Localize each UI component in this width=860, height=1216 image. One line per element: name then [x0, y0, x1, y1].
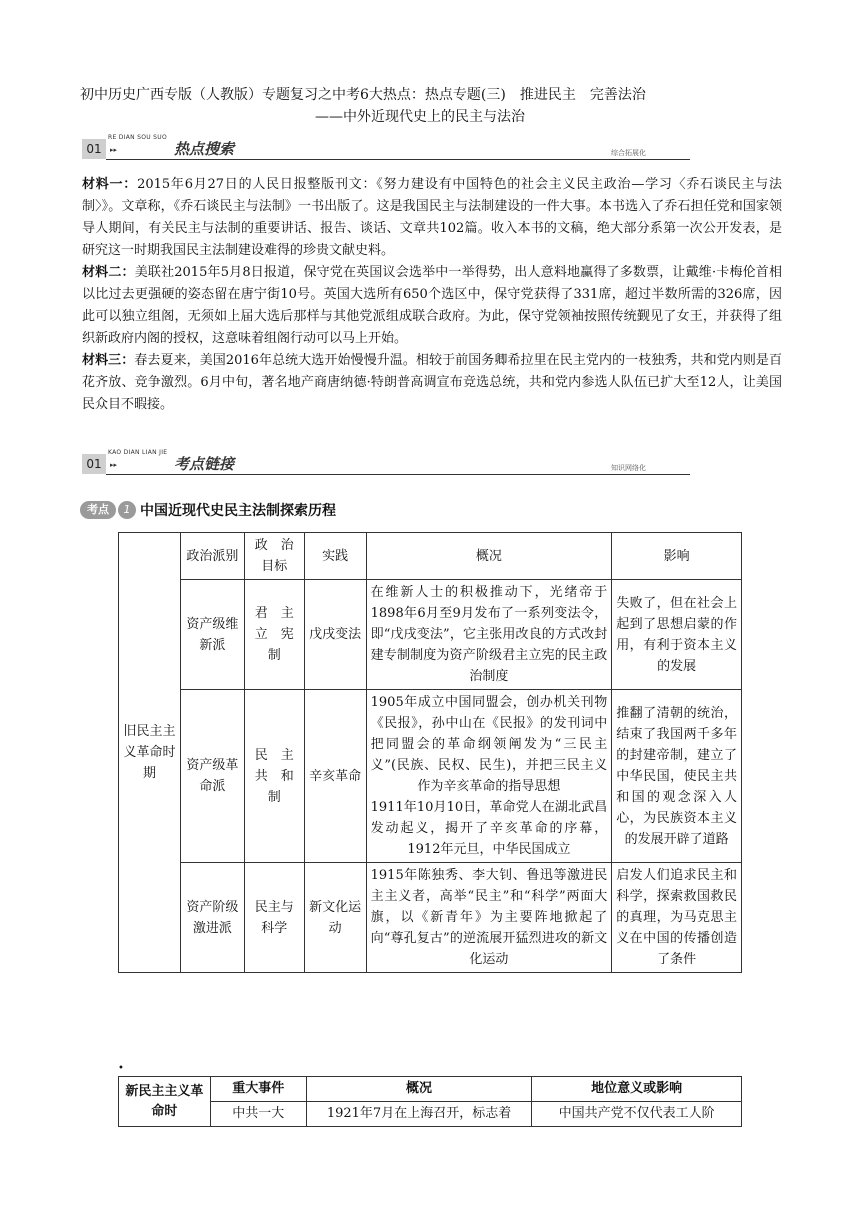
impact-cell: 推翻了清朝的统治，结束了我国两千多年的封建帝制，建立了中华民国，使民主共和国的观念深入人心，为民族资本主义的发展开辟了道路 [612, 690, 742, 863]
overview-cell: 在维新人士的积极推动下，光绪帝于1898年6月至9月发布了一系列变法令，即“戊戌变法”，它主张用改良的方式改封建专制制度为资产阶级君主立宪的民主政治制度 [366, 580, 612, 690]
material-text: 美联社2015年5月8日报道，保守党在英国议会选举中一举得势，出人意料地赢得了多数票，让戴维·卡梅伦首相以比过去更强硬的姿态留在唐宁街10号。英国大选所有650个选区中，保守党获得了331席，超过半数所需的326席，因此可以独立组阁，无须如上届大选后那样与其他党派组成联合政府。为此，保守党领袖按照传统觐见了女王，并获得了组织新政府内阁的授权，这意味着组阁行动可以马上开始。 [82, 265, 782, 346]
table-row [119, 690, 742, 863]
key-point-number: 1 [118, 501, 136, 519]
material-1 [82, 174, 782, 262]
materials-block [82, 174, 782, 416]
header-faction: 政治派别 [180, 533, 244, 580]
header-overview: 概况 [306, 1077, 532, 1102]
material-2 [82, 262, 782, 350]
event-cell: 中共一大 [210, 1102, 306, 1127]
section-banner-hot-search [82, 136, 690, 162]
double-arrow-icon: ▸▸ [110, 146, 118, 154]
section-name: 热点搜索 [174, 140, 235, 158]
table-row [119, 863, 742, 973]
double-arrow-icon: ▸▸ [110, 461, 118, 469]
section-number: 01 [82, 139, 106, 159]
practice-cell: 辛亥革命 [304, 690, 366, 863]
header-impact: 地位意义或影响 [532, 1077, 742, 1102]
title-line-1: 初中历史广西专版（人教版）专题复习之中考6大热点：热点专题(三) 推进民主 完善法治 [80, 87, 646, 103]
material-label: 材料一： [82, 177, 138, 192]
impact-cell: 启发人们追求民主和科学，探索救国救民的真理，为马克思主义在中国的传播创造了条件 [612, 863, 742, 973]
overview-paragraph: 1911年10月10日，革命党人在湖北武昌发动起义，揭开了辛亥革命的序幕，1912年元旦，中华民国成立 [370, 800, 608, 857]
table-header-row [119, 1077, 742, 1102]
table-row [119, 1102, 742, 1127]
overview-cell [366, 690, 612, 863]
impact-cell: 中国共产党不仅代表工人阶 [532, 1102, 742, 1127]
header-practice: 实践 [304, 533, 366, 580]
section-pinyin: RE DIAN SOU SUO [108, 134, 168, 141]
section-name: 考点链接 [174, 455, 235, 473]
overview-cell: 1915年陈独秀、李大钊、鲁迅等激进民主主义者，高举“民主”和“科学”两面大旗，以《新青年》为主要阵地掀起了向“尊孔复古”的逆流展开猛烈进攻的新文化运动 [366, 863, 612, 973]
goal-cell: 民 主共 和制 [244, 690, 304, 863]
period-cell: 新民主主义革命时 [119, 1077, 211, 1127]
faction-cell: 资产级革命派 [180, 690, 244, 863]
goal-cell: 民主与科学 [244, 863, 304, 973]
document-title [80, 84, 780, 128]
practice-cell: 戊戌变法 [304, 580, 366, 690]
overview-cell: 1921年7月在上海召开，标志着 [306, 1102, 532, 1127]
section-pinyin: KAO DIAN LIAN JIE [108, 449, 168, 456]
section-underline [106, 474, 690, 475]
header-goal: 政 治目标 [244, 533, 304, 580]
title-line-2: ——中外近现代史上的民主与法治 [315, 109, 525, 125]
practice-cell: 新文化运动 [304, 863, 366, 973]
overview-paragraph: 1905年成立中国同盟会，创办机关刊物《民报》，孙中山在《民报》的发刊词中把同盟会的革命纲领阐发为“三民主义”(民族、民权、民生)，并把三民主义作为辛亥革命的指导思想 [370, 695, 608, 794]
key-point-badge: 考点 [80, 501, 116, 519]
goal-cell: 君 主立 宪制 [244, 580, 304, 690]
section-banner-key-points [82, 451, 690, 477]
faction-cell: 资产级维新派 [180, 580, 244, 690]
period-cell: 旧民主主义革命时期 [119, 533, 181, 973]
table-header-row [119, 533, 742, 580]
impact-cell: 失败了，但在社会上起到了思想启蒙的作用，有利于资本主义的发展 [612, 580, 742, 690]
section-underline [106, 159, 690, 160]
header-overview: 概况 [366, 533, 612, 580]
new-democracy-table [118, 1076, 742, 1127]
material-label: 材料二： [82, 265, 135, 280]
section-subtitle: 综合拓展化 [611, 149, 646, 157]
material-text: 2015年6月27日的人民日报整版刊文：《努力建设有中国特色的社会主义民主政治—学习〈乔石谈民主与法制〉》。文章称，《乔石谈民主与法制》一书出版了。这是我国民主与法制建设的一件大事。本书选入了乔石担任党和国家领导人期间，有关民主与法制的重要讲话、报告、谈话、文章共102篇。收入本书的文稿，绝大部分系第一次公开发表，是研究这一时期我国民主法制建设难得的珍贵文献史料。 [82, 177, 782, 258]
bullet-mark: • [118, 1063, 124, 1074]
header-event: 重大事件 [210, 1077, 306, 1102]
section-number: 01 [82, 454, 106, 474]
material-text: 春去夏来，美国2016年总统大选开始慢慢升温。相较于前国务卿希拉里在民主党内的一枝独秀，共和党内则是百花齐放、竞争激烈。6月中旬，著名地产商唐纳德·特朗普高调宣布竞选总统，共和党内参选人队伍已扩大至12人，让美国民众目不暇接。 [82, 353, 782, 412]
key-point-title: 中国近现代史民主法制探索历程 [140, 503, 336, 519]
faction-cell: 资产阶级激进派 [180, 863, 244, 973]
table-row [119, 580, 742, 690]
material-label: 材料三： [82, 353, 135, 368]
header-impact: 影响 [612, 533, 742, 580]
section-subtitle: 知识网络化 [611, 464, 646, 472]
material-3 [82, 350, 782, 416]
democracy-history-table [118, 532, 742, 973]
